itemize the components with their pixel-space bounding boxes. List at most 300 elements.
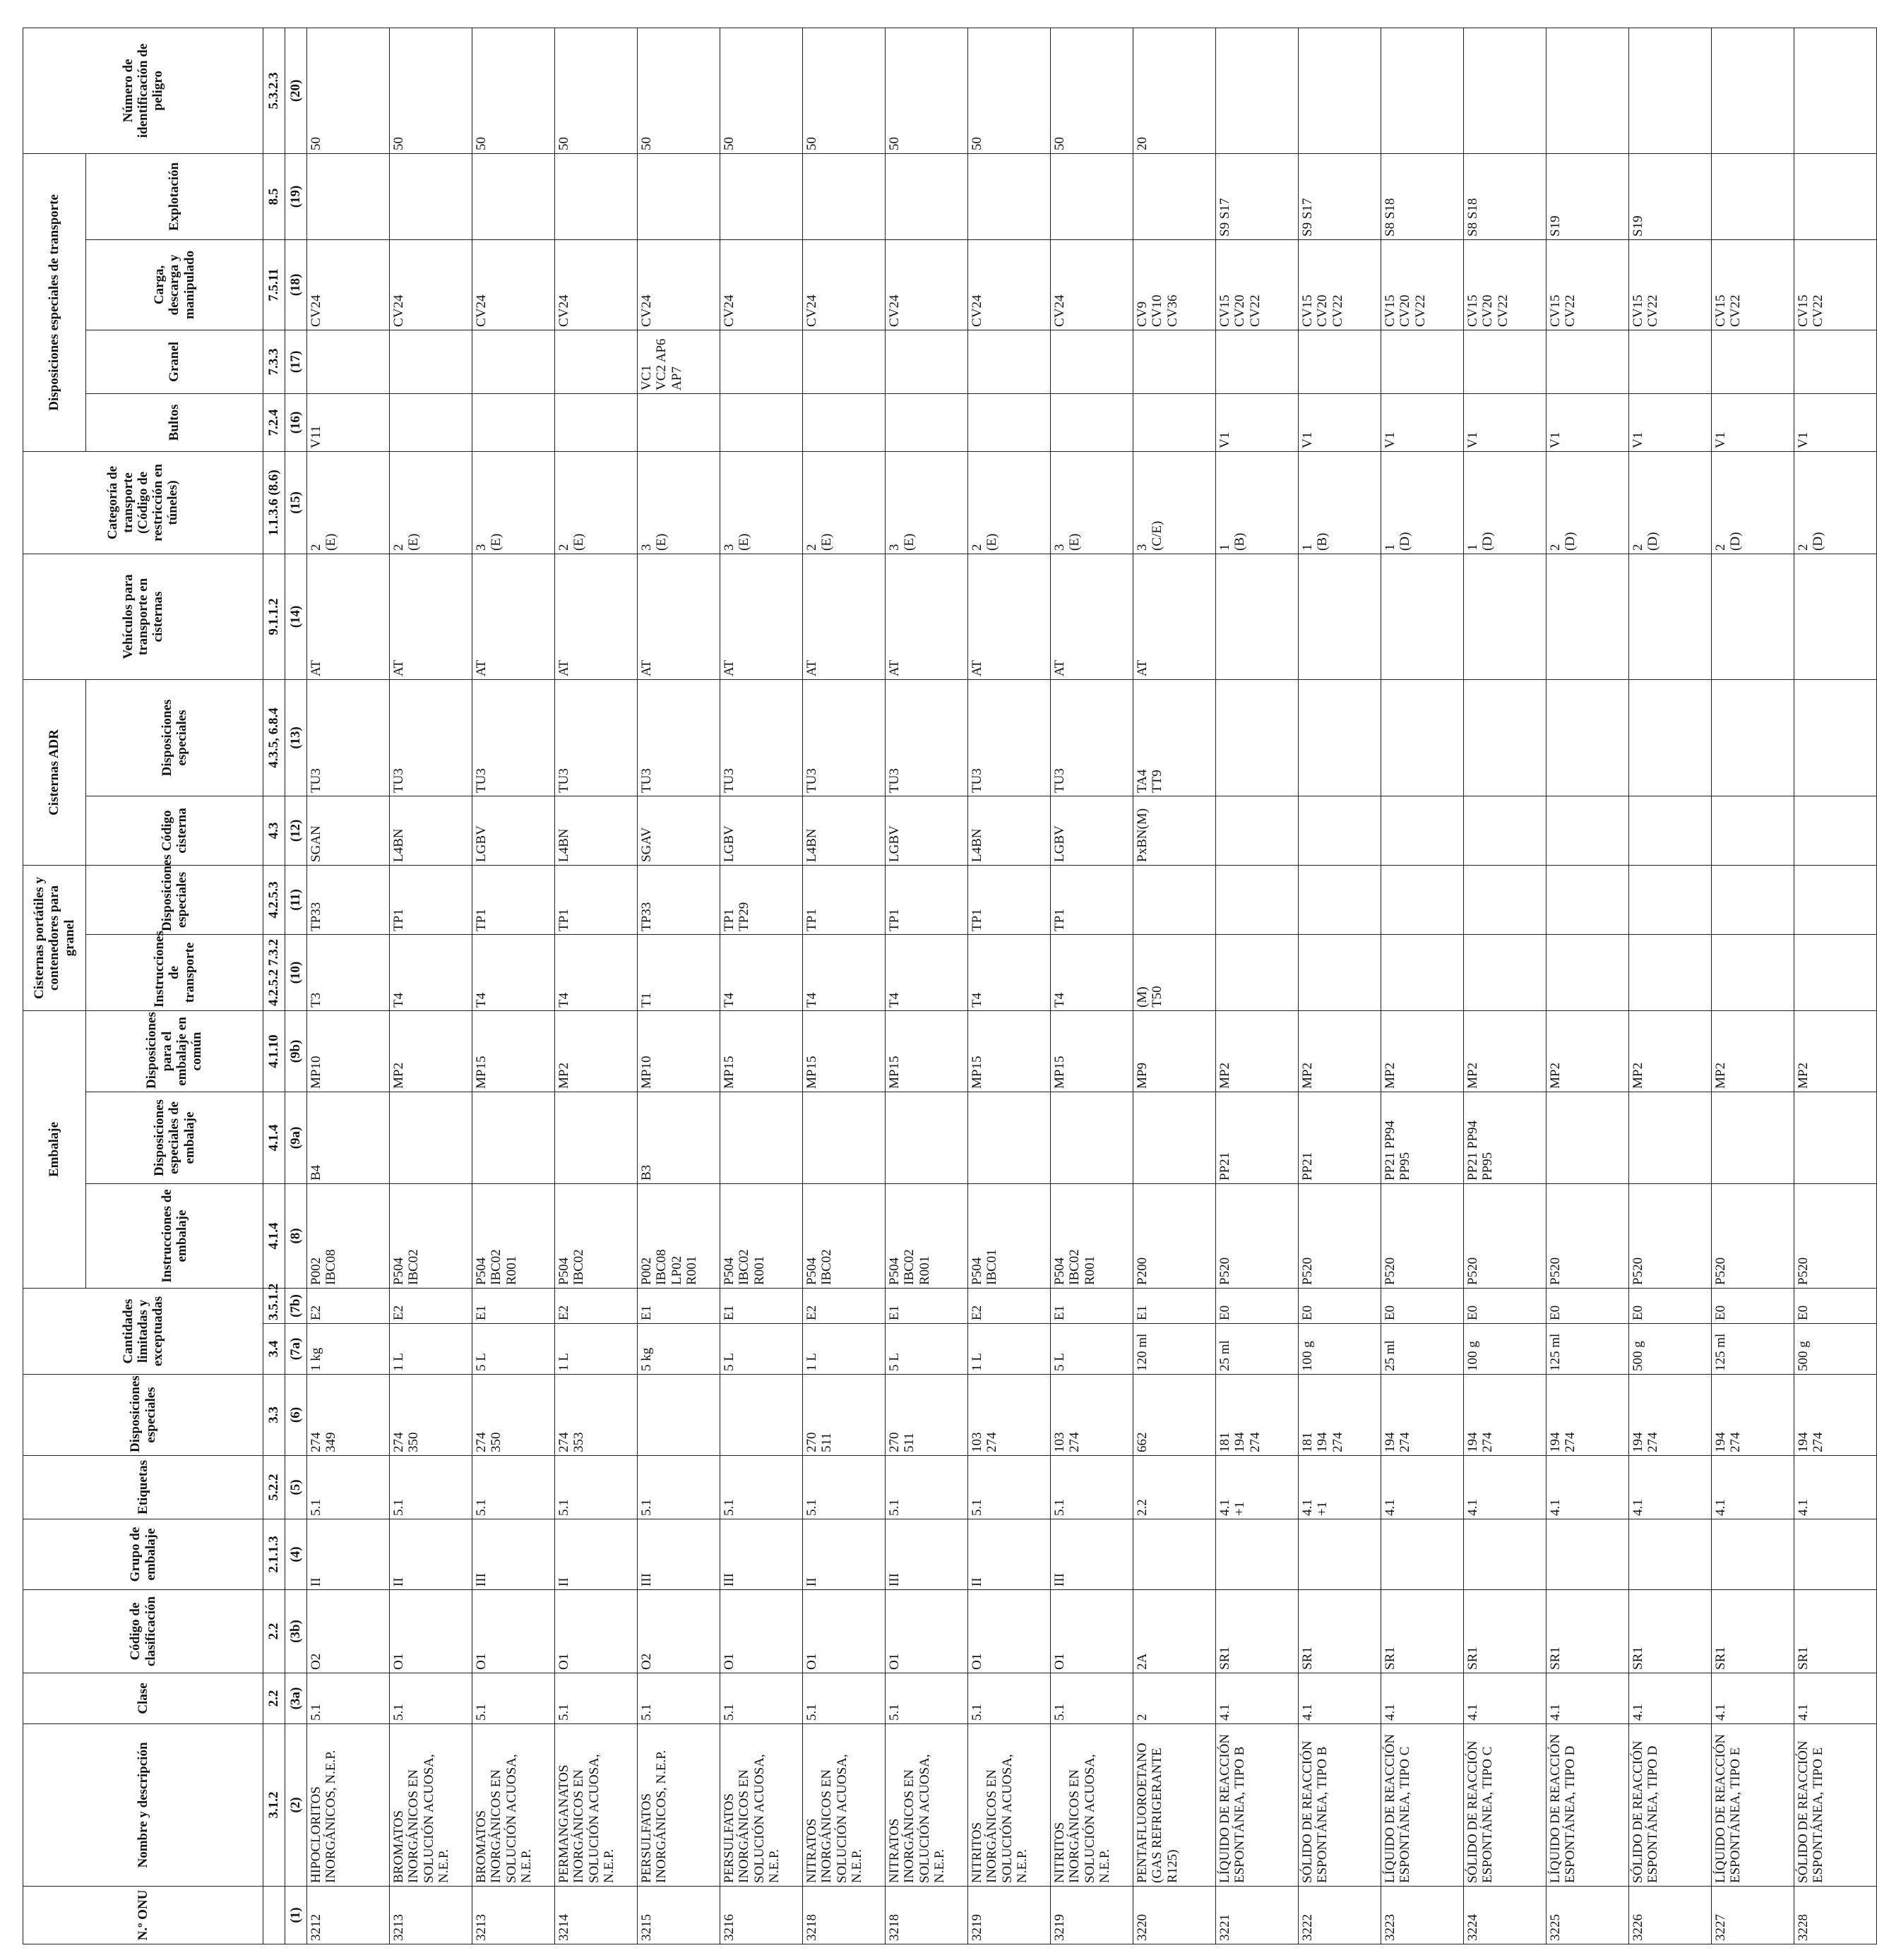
cell-tank-code: LGBV (720, 796, 803, 865)
cell-pack-instructions: P200 (1133, 1184, 1216, 1289)
cell-excepted-qty: E0 (1547, 1289, 1629, 1324)
cell-name: SÓLIDO DE REACCIÓN ESPONTÁNEA, TIPO C (1464, 1724, 1547, 1887)
cell-excepted-qty: E1 (1133, 1289, 1216, 1324)
header-hazard-id: Número de identificación de peligro (23, 28, 263, 153)
cell-class-code: SR1 (1216, 1590, 1299, 1673)
cell-labels: 5.1 (555, 1456, 638, 1519)
cell-operation (886, 153, 968, 239)
cell-bulk (1381, 330, 1464, 393)
cell-excepted-qty: E0 (1216, 1289, 1299, 1324)
cell-operation (555, 153, 638, 239)
cell-mixed-packing: MP15 (886, 1010, 968, 1092)
table-row (1381, 28, 1464, 1944)
cell-pt-special: TP1 (390, 865, 472, 934)
cell-un-no: 3221 (1216, 1887, 1299, 1944)
cell-class: 4.1 (1464, 1673, 1547, 1724)
header-transport-category: Categoría de transporte (Código de restricción en túneles) (23, 451, 263, 554)
column-number-cell: (3b) (285, 1590, 307, 1673)
cell-packing-group (1216, 1519, 1299, 1590)
cell-name: NITRATOS INORGÁNICOS EN SOLUCIÓN ACUOSA, N.E.P. (886, 1724, 968, 1887)
cell-packages (390, 393, 472, 451)
cell-pack-instructions: P520 (1381, 1184, 1464, 1289)
cell-packages: V1 (1712, 393, 1794, 451)
cell-bulk (1464, 330, 1547, 393)
cell-class: 4.1 (1629, 1673, 1712, 1724)
cell-operation: S9 S17 (1299, 153, 1381, 239)
cell-un-no: 3215 (638, 1887, 720, 1944)
cell-mixed-packing: MP2 (1794, 1010, 1877, 1092)
cell-limited-qty: 1 L (803, 1324, 886, 1375)
reference-cell: 3.4 (263, 1324, 285, 1375)
cell-tank-special (1547, 679, 1629, 796)
cell-loading: CV24 (968, 239, 1051, 330)
table-row (720, 28, 803, 1944)
cell-pack-special: B3 (638, 1092, 720, 1184)
cell-excepted-qty: E1 (1051, 1289, 1133, 1324)
cell-pt-special (1712, 865, 1794, 934)
cell-vehicle-tank: AT (803, 554, 886, 679)
cell-limited-qty: 5 L (720, 1324, 803, 1375)
cell-pt-special (1133, 865, 1216, 934)
cell-bulk (1051, 330, 1133, 393)
cell-packing-group: II (968, 1519, 1051, 1590)
cell-special-provisions: 194 274 (1381, 1375, 1464, 1456)
cell-limited-qty: 25 ml (1216, 1324, 1299, 1375)
cell-pt-special (1299, 865, 1381, 934)
cell-pt-special: TP1 (1051, 865, 1133, 934)
cell-packages (1133, 393, 1216, 451)
cell-vehicle-tank (1464, 554, 1547, 679)
reference-cell: 7.2.4 (263, 393, 285, 451)
reference-cell: 7.5.11 (263, 239, 285, 330)
column-number-cell: (18) (285, 239, 307, 330)
cell-transport-instructions: T4 (803, 934, 886, 1010)
cell-excepted-qty: E1 (638, 1289, 720, 1324)
header-pt-special: Disposiciones especiales (86, 865, 263, 934)
column-number-cell: (15) (285, 451, 307, 554)
cell-loading: CV24 (886, 239, 968, 330)
cell-mixed-packing: MP15 (1051, 1010, 1133, 1092)
cell-special-provisions: 103 274 (968, 1375, 1051, 1456)
cell-tank-code (1629, 796, 1712, 865)
cell-excepted-qty: E0 (1381, 1289, 1464, 1324)
cell-class-code: O1 (886, 1590, 968, 1673)
table-row (1547, 28, 1629, 1944)
cell-class: 4.1 (1712, 1673, 1794, 1724)
table-row (1133, 28, 1216, 1944)
cell-labels: 4.1 +1 (1216, 1456, 1299, 1519)
cell-class-code: O1 (390, 1590, 472, 1673)
cell-vehicle-tank (1794, 554, 1877, 679)
cell-special-provisions: 270 511 (886, 1375, 968, 1456)
cell-packages (638, 393, 720, 451)
cell-tank-special: TU3 (968, 679, 1051, 796)
header-packaging: Embalaje (23, 1010, 86, 1288)
cell-name: PENTAFLUOROETANO (GAS REFRIGERANTE R125) (1133, 1724, 1216, 1887)
cell-tank-code (1464, 796, 1547, 865)
cell-tank-code: SGAN (307, 796, 390, 865)
cell-transport-instructions (1216, 934, 1299, 1010)
cell-bulk (1794, 330, 1877, 393)
reference-cell: 4.1.10 (263, 1010, 285, 1092)
cell-pack-special (1629, 1092, 1712, 1184)
cell-limited-qty: 5 kg (638, 1324, 720, 1375)
cell-transport-category: 2 (D) (1712, 451, 1794, 554)
cell-bulk (886, 330, 968, 393)
cell-un-no: 3227 (1712, 1887, 1794, 1944)
reference-cell: 2.2 (263, 1590, 285, 1673)
cell-transport-instructions (1712, 934, 1794, 1010)
cell-pack-instructions: P504 IBC02 R001 (720, 1184, 803, 1289)
cell-operation (1712, 153, 1794, 239)
cell-pack-instructions: P504 IBC02 (555, 1184, 638, 1289)
reference-cell: 4.2.5.2 7.3.2 (263, 934, 285, 1010)
cell-pack-instructions: P504 IBC02 (803, 1184, 886, 1289)
cell-special-provisions: 194 274 (1794, 1375, 1877, 1456)
cell-class-code: SR1 (1547, 1590, 1629, 1673)
cell-tank-code: L4BN (968, 796, 1051, 865)
column-number-cell: (12) (285, 796, 307, 865)
cell-transport-instructions: T1 (638, 934, 720, 1010)
cell-mixed-packing: MP2 (390, 1010, 472, 1092)
cell-excepted-qty: E2 (803, 1289, 886, 1324)
cell-class: 5.1 (638, 1673, 720, 1724)
cell-labels: 5.1 (803, 1456, 886, 1519)
cell-bulk (555, 330, 638, 393)
cell-mixed-packing: MP2 (1299, 1010, 1381, 1092)
cell-tank-special (1794, 679, 1877, 796)
cell-excepted-qty: E2 (307, 1289, 390, 1324)
table-row (1216, 28, 1299, 1944)
cell-transport-category: 1 (B) (1299, 451, 1381, 554)
cell-special-provisions: 662 (1133, 1375, 1216, 1456)
header-packing-group: Grupo de embalaje (23, 1519, 263, 1590)
cell-operation (720, 153, 803, 239)
cell-labels: 5.1 (472, 1456, 555, 1519)
cell-name: LÍQUIDO DE REACCIÓN ESPONTÁNEA, TIPO D (1547, 1724, 1629, 1887)
cell-packages (803, 393, 886, 451)
header-adr-tanks: Cisternas ADR (23, 679, 86, 865)
cell-class: 4.1 (1547, 1673, 1629, 1724)
table-row (886, 28, 968, 1944)
header-operation: Explotación (86, 153, 263, 239)
cell-transport-instructions (1629, 934, 1712, 1010)
cell-bulk (472, 330, 555, 393)
cell-labels: 4.1 (1464, 1456, 1547, 1519)
cell-vehicle-tank (1629, 554, 1712, 679)
reference-cell: 7.3.3 (263, 330, 285, 393)
cell-name: LÍQUIDO DE REACCIÓN ESPONTÁNEA, TIPO B (1216, 1724, 1299, 1887)
cell-bulk (1133, 330, 1216, 393)
cell-limited-qty: 500 g (1629, 1324, 1712, 1375)
cell-transport-category: 3 (E) (638, 451, 720, 554)
cell-transport-instructions: T4 (720, 934, 803, 1010)
table-row (1712, 28, 1794, 1944)
cell-tank-code (1794, 796, 1877, 865)
cell-tank-code (1216, 796, 1299, 865)
cell-labels: 5.1 (307, 1456, 390, 1519)
header-un-no: N.º ONU (23, 1887, 263, 1944)
cell-class-code: SR1 (1794, 1590, 1877, 1673)
cell-special-provisions: 194 274 (1629, 1375, 1712, 1456)
cell-pt-special: TP1 (803, 865, 886, 934)
cell-loading: CV15 CV22 (1547, 239, 1629, 330)
reference-cell: 1.1.3.6 (8.6) (263, 451, 285, 554)
cell-excepted-qty: E0 (1794, 1289, 1877, 1324)
cell-vehicle-tank (1547, 554, 1629, 679)
cell-mixed-packing: MP2 (1712, 1010, 1794, 1092)
cell-packing-group (1299, 1519, 1381, 1590)
cell-pack-instructions: P520 (1712, 1184, 1794, 1289)
cell-transport-category: 2 (E) (307, 451, 390, 554)
cell-vehicle-tank: AT (886, 554, 968, 679)
cell-tank-special: TU3 (307, 679, 390, 796)
cell-special-provisions (638, 1375, 720, 1456)
cell-un-no: 3216 (720, 1887, 803, 1944)
header-special-transport: Disposiciones especiales de transporte (23, 153, 86, 451)
cell-packages: V1 (1381, 393, 1464, 451)
cell-labels: 5.1 (886, 1456, 968, 1519)
cell-labels: 5.1 (390, 1456, 472, 1519)
cell-name: NITRATOS INORGÁNICOS EN SOLUCIÓN ACUOSA, N.E.P. (803, 1724, 886, 1887)
cell-class-code: O1 (968, 1590, 1051, 1673)
cell-mixed-packing: MP2 (1464, 1010, 1547, 1092)
cell-pack-special (555, 1092, 638, 1184)
cell-excepted-qty: E1 (472, 1289, 555, 1324)
cell-bulk (1547, 330, 1629, 393)
cell-limited-qty: 25 ml (1381, 1324, 1464, 1375)
cell-transport-instructions: T3 (307, 934, 390, 1010)
cell-hazard-id: 50 (390, 28, 472, 153)
cell-un-no: 3213 (390, 1887, 472, 1944)
cell-packing-group (1629, 1519, 1712, 1590)
cell-transport-category: 1 (D) (1381, 451, 1464, 554)
cell-pt-special: TP1 (968, 865, 1051, 934)
cell-transport-instructions: T4 (886, 934, 968, 1010)
cell-operation (638, 153, 720, 239)
cell-tank-code: SGAV (638, 796, 720, 865)
cell-name: LÍQUIDO DE REACCIÓN ESPONTÁNEA, TIPO C (1381, 1724, 1464, 1887)
cell-transport-instructions: T4 (555, 934, 638, 1010)
column-number-cell: (17) (285, 330, 307, 393)
cell-pack-instructions: P520 (1299, 1184, 1381, 1289)
cell-pack-instructions: P504 IBC02 (390, 1184, 472, 1289)
cell-packing-group: III (472, 1519, 555, 1590)
cell-name: SÓLIDO DE REACCIÓN ESPONTÁNEA, TIPO B (1299, 1724, 1381, 1887)
cell-limited-qty: 1 kg (307, 1324, 390, 1375)
header-vehicle-tank: Vehículos para transporte en cisternas (23, 554, 263, 679)
table-row (1629, 28, 1712, 1944)
cell-packages (1051, 393, 1133, 451)
cell-pack-instructions: P002 IBC08 LP02 R001 (638, 1184, 720, 1289)
cell-tank-special: TU3 (555, 679, 638, 796)
cell-pack-special: PP21 (1216, 1092, 1299, 1184)
cell-packing-group (1712, 1519, 1794, 1590)
header-class-code: Código de clasificación (23, 1590, 263, 1673)
column-number-row (285, 28, 307, 1944)
cell-packing-group: III (638, 1519, 720, 1590)
cell-special-provisions (720, 1375, 803, 1456)
header-bulk: Granel (86, 330, 263, 393)
cell-vehicle-tank (1712, 554, 1794, 679)
cell-class: 5.1 (1051, 1673, 1133, 1724)
cell-hazard-id (1381, 28, 1464, 153)
cell-tank-special: TU3 (1051, 679, 1133, 796)
table-row (390, 28, 472, 1944)
header-portable-tanks: Cisternas portátiles y contenedores para granel (23, 865, 86, 1010)
cell-limited-qty: 5 L (1051, 1324, 1133, 1375)
cell-mixed-packing: MP10 (307, 1010, 390, 1092)
cell-packages (472, 393, 555, 451)
cell-transport-instructions: T4 (1051, 934, 1133, 1010)
cell-pack-instructions: P520 (1794, 1184, 1877, 1289)
cell-class: 2 (1133, 1673, 1216, 1724)
cell-pt-special: TP1 (555, 865, 638, 934)
cell-tank-special: TU3 (638, 679, 720, 796)
cell-bulk (803, 330, 886, 393)
cell-pt-special: TP1 TP29 (720, 865, 803, 934)
cell-pack-instructions: P520 (1216, 1184, 1299, 1289)
cell-mixed-packing: MP2 (1629, 1010, 1712, 1092)
cell-transport-category: 2 (E) (803, 451, 886, 554)
cell-bulk: VC1 VC2 AP6 AP7 (638, 330, 720, 393)
cell-hazard-id: 50 (968, 28, 1051, 153)
cell-tank-special: TU3 (472, 679, 555, 796)
cell-packing-group: II (803, 1519, 886, 1590)
cell-hazard-id (1794, 28, 1877, 153)
cell-limited-qty: 5 L (472, 1324, 555, 1375)
cell-operation: S19 (1629, 153, 1712, 239)
cell-tank-special: TU3 (720, 679, 803, 796)
cell-operation (803, 153, 886, 239)
cell-name: PERMANGANATOS INORGÁNICOS EN SOLUCIÓN ACUOSA, N.E.P. (555, 1724, 638, 1887)
cell-limited-qty: 5 L (886, 1324, 968, 1375)
cell-loading: CV24 (720, 239, 803, 330)
cell-transport-category: 1 (D) (1464, 451, 1547, 554)
cell-packages: V1 (1629, 393, 1712, 451)
cell-name: BROMATOS INORGÁNICOS EN SOLUCIÓN ACUOSA, N.E.P. (472, 1724, 555, 1887)
cell-pt-special: TP1 (472, 865, 555, 934)
cell-operation: S9 S17 (1216, 153, 1299, 239)
cell-packages (886, 393, 968, 451)
cell-pack-special (720, 1092, 803, 1184)
cell-vehicle-tank: AT (720, 554, 803, 679)
cell-operation (1794, 153, 1877, 239)
cell-bulk (1216, 330, 1299, 393)
cell-loading: CV24 (555, 239, 638, 330)
cell-pack-instructions: P504 IBC02 R001 (472, 1184, 555, 1289)
cell-pack-special (1051, 1092, 1133, 1184)
cell-pack-special (968, 1092, 1051, 1184)
cell-hazard-id: 50 (307, 28, 390, 153)
reference-cell (263, 1887, 285, 1944)
header-mixed-packing: Disposiciones para el embalaje en común (86, 1010, 263, 1092)
cell-operation (1051, 153, 1133, 239)
cell-operation: S8 S18 (1381, 153, 1464, 239)
table-row (638, 28, 720, 1944)
cell-tank-special: TU3 (390, 679, 472, 796)
cell-tank-code: L4BN (803, 796, 886, 865)
cell-pack-special: B4 (307, 1092, 390, 1184)
cell-pack-instructions: P520 (1547, 1184, 1629, 1289)
cell-labels: 5.1 (638, 1456, 720, 1519)
table-row (1794, 28, 1877, 1944)
cell-special-provisions: 274 349 (307, 1375, 390, 1456)
cell-packages: V1 (1547, 393, 1629, 451)
reference-cell: 3.5.1.2 (263, 1289, 285, 1324)
cell-special-provisions: 194 274 (1712, 1375, 1794, 1456)
reference-cell: 9.1.1.2 (263, 554, 285, 679)
cell-un-no: 3218 (803, 1887, 886, 1944)
cell-special-provisions: 103 274 (1051, 1375, 1133, 1456)
cell-loading: CV15 CV22 (1712, 239, 1794, 330)
cell-loading: CV15 CV20 CV22 (1464, 239, 1547, 330)
cell-bulk (1299, 330, 1381, 393)
cell-limited-qty: 125 ml (1547, 1324, 1629, 1375)
cell-tank-special: TU3 (803, 679, 886, 796)
cell-mixed-packing: MP10 (638, 1010, 720, 1092)
cell-tank-special (1216, 679, 1299, 796)
cell-excepted-qty: E2 (968, 1289, 1051, 1324)
cell-name: PERSULFATOS INORGÁNICOS EN SOLUCIÓN ACUOSA, N.E.P. (720, 1724, 803, 1887)
cell-mixed-packing: MP15 (803, 1010, 886, 1092)
cell-pack-instructions: P504 IBC02 R001 (1051, 1184, 1133, 1289)
cell-transport-category: 2 (D) (1547, 451, 1629, 554)
cell-bulk (720, 330, 803, 393)
cell-class: 5.1 (803, 1673, 886, 1724)
cell-bulk (1712, 330, 1794, 393)
column-number-cell: (16) (285, 393, 307, 451)
cell-hazard-id: 50 (638, 28, 720, 153)
cell-hazard-id: 50 (1051, 28, 1133, 153)
cell-class-code: SR1 (1299, 1590, 1381, 1673)
cell-transport-category: 3 (C/E) (1133, 451, 1216, 554)
cell-operation (968, 153, 1051, 239)
cell-transport-category: 3 (E) (1051, 451, 1133, 554)
cell-special-provisions: 194 274 (1547, 1375, 1629, 1456)
cell-pack-instructions: P002 IBC08 (307, 1184, 390, 1289)
reference-cell: 4.2.5.3 (263, 865, 285, 934)
cell-excepted-qty: E2 (390, 1289, 472, 1324)
cell-name: SÓLIDO DE REACCIÓN ESPONTÁNEA, TIPO D (1629, 1724, 1712, 1887)
cell-loading: CV24 (390, 239, 472, 330)
cell-special-provisions: 274 350 (390, 1375, 472, 1456)
cell-class: 5.1 (307, 1673, 390, 1724)
cell-pack-special (1133, 1092, 1216, 1184)
cell-special-provisions: 274 353 (555, 1375, 638, 1456)
cell-transport-category: 2 (E) (390, 451, 472, 554)
cell-vehicle-tank (1381, 554, 1464, 679)
cell-class-code: O1 (1051, 1590, 1133, 1673)
cell-operation (307, 153, 390, 239)
cell-un-no: 3214 (555, 1887, 638, 1944)
cell-packing-group: II (390, 1519, 472, 1590)
column-number-cell: (3a) (285, 1673, 307, 1724)
cell-loading: CV24 (472, 239, 555, 330)
column-number-cell: (7a) (285, 1324, 307, 1375)
cell-limited-qty: 125 ml (1712, 1324, 1794, 1375)
header-transport-instructions: Instrucciones de transporte (86, 934, 263, 1010)
cell-vehicle-tank (1216, 554, 1299, 679)
cell-un-no: 3228 (1794, 1887, 1877, 1944)
cell-excepted-qty: E1 (886, 1289, 968, 1324)
header-loading: Carga, descarga y manipulado (86, 239, 263, 330)
cell-class-code: O2 (307, 1590, 390, 1673)
cell-tank-code: L4BN (390, 796, 472, 865)
cell-loading: CV24 (803, 239, 886, 330)
cell-vehicle-tank: AT (472, 554, 555, 679)
cell-hazard-id (1464, 28, 1547, 153)
